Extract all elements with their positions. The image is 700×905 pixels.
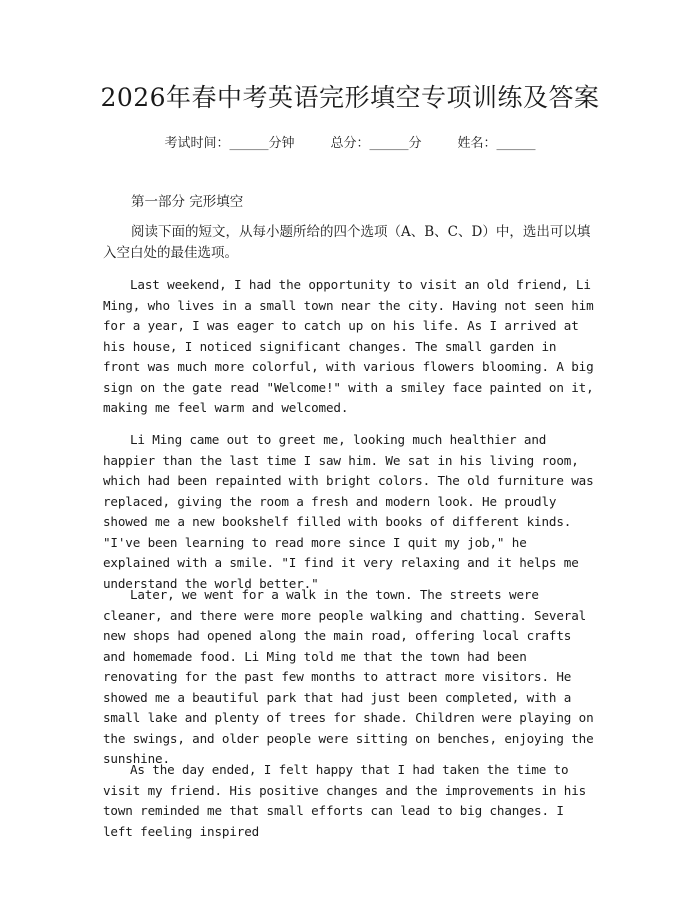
passage-paragraph-2: Li Ming came out to greet me, looking much healthier and happier than the last time I saw him. We sat in his living room, which had been repainted with bright colors. The old furniture was replaced, giving the room a fresh and modern look. He proudly showed me a new bookshelf filled with books of different kinds. "I've been learning to read more since I quit my job," he explained with a smile. "I find it very relaxing and it helps me understand the world better." bbox=[103, 432, 594, 591]
passage-paragraph-3: Later, we went for a walk in the town. The streets were cleaner, and there were more people walking and chatting. Several new shops had opened along the main road, offering local crafts and homemade food. Li Ming told me that the town had been renovating for the past few months to attract more visitors. He showed me a beautiful park that had just been completed, with a small lake and plenty of trees for shade. Children were playing on the swings, and older people were sitting on benches, enjoying the sunshine. bbox=[103, 587, 594, 766]
passage-paragraph-4: As the day ended, I felt happy that I had taken the time to visit my friend. His positive changes and the improvements in his town reminded me that small efforts can lead to big changes. I left feeling inspired bbox=[103, 762, 587, 839]
exam-time-label: 考试时间：______分钟 bbox=[164, 136, 295, 151]
instructions: 阅读下面的短文，从每小题所给的四个选项（A、B、C、D）中，选出可以填入空白处的最佳选项。 bbox=[103, 224, 591, 261]
passage-paragraph-1: Last weekend, I had the opportunity to visit an old friend, Li Ming, who lives in a small town near the city. Having not seen him for a year, I was eager to catch up on his life. As I arrived at his house, I noticed significant changes. The small garden in front was much more colorful, with various flowers blooming. A big sign on the gate read "Welcome!" with a smiley face painted on it, making me feel warm and welcomed. bbox=[103, 277, 594, 415]
section-title: 第一部分 完形填空 bbox=[131, 194, 244, 210]
page-title: 2026年春中考英语完形填空专项训练及答案 bbox=[100, 83, 600, 112]
exam-meta bbox=[0, 132, 700, 151]
total-score-label: 总分：______分 bbox=[330, 136, 422, 151]
student-name-label: 姓名：______ bbox=[457, 136, 536, 151]
